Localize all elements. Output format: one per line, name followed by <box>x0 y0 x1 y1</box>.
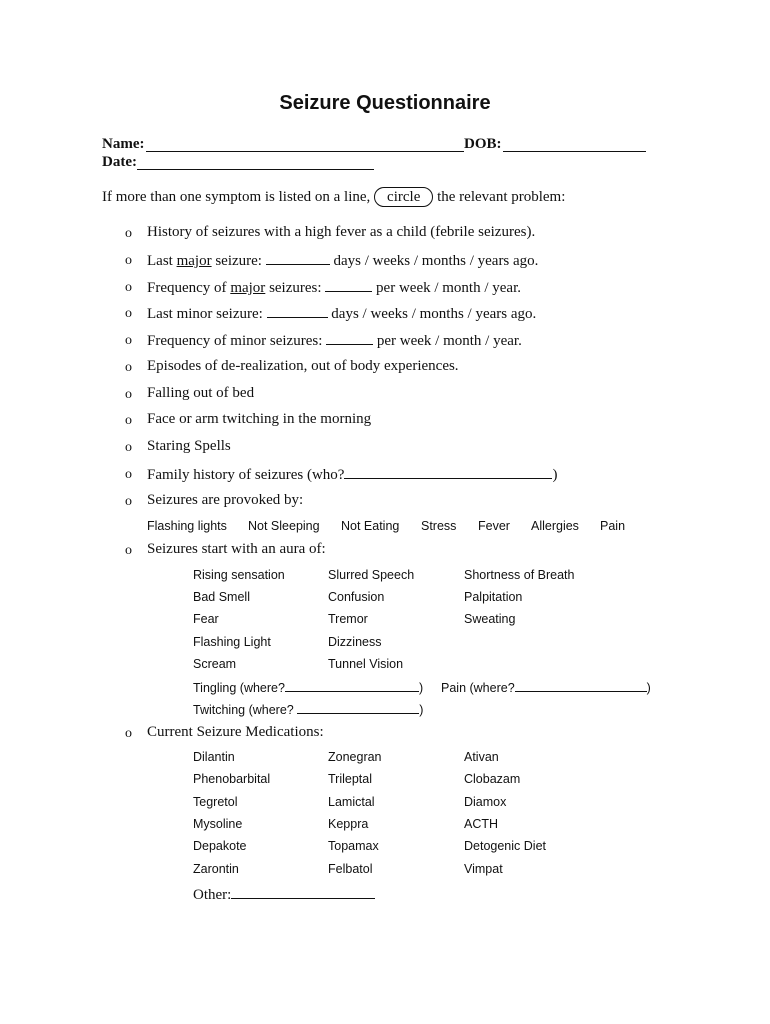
bullet-marker: o <box>125 413 132 428</box>
item-text: Frequency of minor seizures: <box>147 333 327 349</box>
aura-option[interactable]: Shortness of Breath <box>464 568 575 582</box>
item-text: Frequency of <box>147 280 231 296</box>
dob-label: DOB: <box>464 136 502 152</box>
medication-option[interactable]: ACTH <box>464 817 499 831</box>
other-medication-blank[interactable] <box>231 885 375 899</box>
bullet-marker: o <box>125 387 132 402</box>
close-paren: ) <box>419 703 424 717</box>
aura-option[interactable]: Dizziness <box>328 635 382 649</box>
provoker-option[interactable]: Not Eating <box>341 519 400 533</box>
medication-option[interactable]: Keppra <box>328 817 369 831</box>
item-aura: Seizures start with an aura of: <box>147 541 326 557</box>
provoker-option[interactable]: Fever <box>478 519 510 533</box>
item-text: Last <box>147 253 177 269</box>
instruction <box>102 187 565 207</box>
date-label: Date: <box>102 154 137 170</box>
aura-option[interactable]: Tremor <box>328 612 368 626</box>
item-freq-major <box>147 278 521 297</box>
medication-option[interactable]: Lamictal <box>328 795 375 809</box>
last-major-blank[interactable] <box>266 251 330 265</box>
item-twitching: Face or arm twitching in the morning <box>147 411 372 427</box>
aura-tingling-label: Tingling (where? <box>193 681 285 695</box>
bullet-marker: o <box>125 333 132 348</box>
date-field[interactable] <box>137 169 374 170</box>
item-text: seizure: <box>211 253 266 269</box>
item-last-minor <box>147 304 536 323</box>
item-last-major <box>147 251 538 270</box>
instruction-before: If more than one symptom is listed on a line, <box>102 189 371 205</box>
aura-option[interactable]: Confusion <box>328 590 385 604</box>
bullet-marker: o <box>125 494 132 509</box>
last-minor-blank[interactable] <box>267 304 328 318</box>
medication-option[interactable]: Dilantin <box>193 750 235 764</box>
item-text: per week / month / year. <box>372 280 522 296</box>
bullet-marker: o <box>125 467 132 482</box>
close-paren: ) <box>418 681 424 695</box>
bullet-marker: o <box>125 726 132 741</box>
provoker-option[interactable]: Flashing lights <box>147 519 227 533</box>
aura-option[interactable]: Palpitation <box>464 590 523 604</box>
twitching-where-blank[interactable] <box>297 701 419 714</box>
freq-minor-blank[interactable] <box>326 331 373 345</box>
provoker-option[interactable]: Not Sleeping <box>248 519 320 533</box>
item-falling: Falling out of bed <box>147 385 255 401</box>
instruction-after: the relevant problem: <box>437 189 566 205</box>
aura-option[interactable]: Bad Smell <box>193 590 250 604</box>
medication-option[interactable]: Vimpat <box>464 862 503 876</box>
medication-option[interactable]: Mysoline <box>193 817 243 831</box>
medication-option[interactable]: Detogenic Diet <box>464 839 546 853</box>
medication-option[interactable]: Phenobarbital <box>193 772 271 786</box>
close-paren: ) <box>646 681 651 695</box>
circle-word: circle <box>374 187 433 207</box>
medication-option[interactable]: Zonegran <box>328 750 382 764</box>
item-text: Last minor seizure: <box>147 306 267 322</box>
aura-option[interactable]: Flashing Light <box>193 635 271 649</box>
bullet-marker: o <box>125 253 132 268</box>
name-label: Name: <box>102 136 145 152</box>
item-emphasis: major <box>230 280 266 296</box>
dob-field[interactable] <box>503 151 646 152</box>
bullet-marker: o <box>125 280 132 295</box>
medication-option[interactable]: Ativan <box>464 750 499 764</box>
family-who-blank[interactable] <box>344 465 552 479</box>
item-febrile: History of seizures with a high fever as a child (febrile seizures). <box>147 224 536 240</box>
aura-option[interactable]: Sweating <box>464 612 516 626</box>
item-provoked: Seizures are provoked by: <box>147 492 304 508</box>
other-medication <box>193 885 375 904</box>
medication-option[interactable]: Depakote <box>193 839 247 853</box>
aura-pain-label: Pain (where? <box>441 681 515 695</box>
freq-major-blank[interactable] <box>325 278 372 292</box>
item-family-history <box>147 465 557 484</box>
medication-option[interactable]: Topamax <box>328 839 379 853</box>
aura-tingling <box>193 679 423 695</box>
item-text: per week / month / year. <box>373 333 522 349</box>
bullet-marker: o <box>125 306 132 321</box>
item-text: days / weeks / months / years ago. <box>329 253 539 269</box>
aura-option[interactable]: Fear <box>193 612 219 626</box>
provoker-option[interactable]: Stress <box>421 519 457 533</box>
aura-option[interactable]: Tunnel Vision <box>328 657 404 671</box>
item-text: days / weeks / months / years ago. <box>327 306 537 322</box>
aura-pain <box>441 679 651 695</box>
provoker-option[interactable]: Allergies <box>531 519 579 533</box>
provoker-option[interactable]: Pain <box>600 519 626 533</box>
item-freq-minor <box>147 331 522 350</box>
bullet-marker: o <box>125 543 132 558</box>
pain-where-blank[interactable] <box>515 679 647 692</box>
tingling-where-blank[interactable] <box>285 679 419 692</box>
medication-option[interactable]: Felbatol <box>328 862 373 876</box>
aura-option[interactable]: Rising sensation <box>193 568 285 582</box>
item-text: Family history of seizures (who? <box>147 467 345 483</box>
item-staring: Staring Spells <box>147 438 231 454</box>
bullet-marker: o <box>125 440 132 455</box>
medication-option[interactable]: Clobazam <box>464 772 521 786</box>
medication-option[interactable]: Trileptal <box>328 772 372 786</box>
bullet-marker: o <box>125 360 132 375</box>
aura-option[interactable]: Scream <box>193 657 237 671</box>
aura-twitching-label: Twitching (where? <box>193 703 298 717</box>
medication-option[interactable]: Zarontin <box>193 862 239 876</box>
aura-option[interactable]: Slurred Speech <box>328 568 415 582</box>
item-emphasis: major <box>176 253 212 269</box>
name-field[interactable] <box>146 151 464 152</box>
page-title: Seizure Questionnaire <box>279 92 491 114</box>
item-medications: Current Seizure Medications: <box>147 724 324 740</box>
aura-twitching <box>193 701 423 717</box>
bullet-marker: o <box>125 226 132 241</box>
medication-option[interactable]: Diamox <box>464 795 507 809</box>
item-text: ) <box>552 467 558 483</box>
medication-option[interactable]: Tegretol <box>193 795 238 809</box>
item-derealization: Episodes of de-realization, out of body experiences. <box>147 358 459 374</box>
item-text: seizures: <box>265 280 326 296</box>
other-label: Other: <box>193 887 232 903</box>
